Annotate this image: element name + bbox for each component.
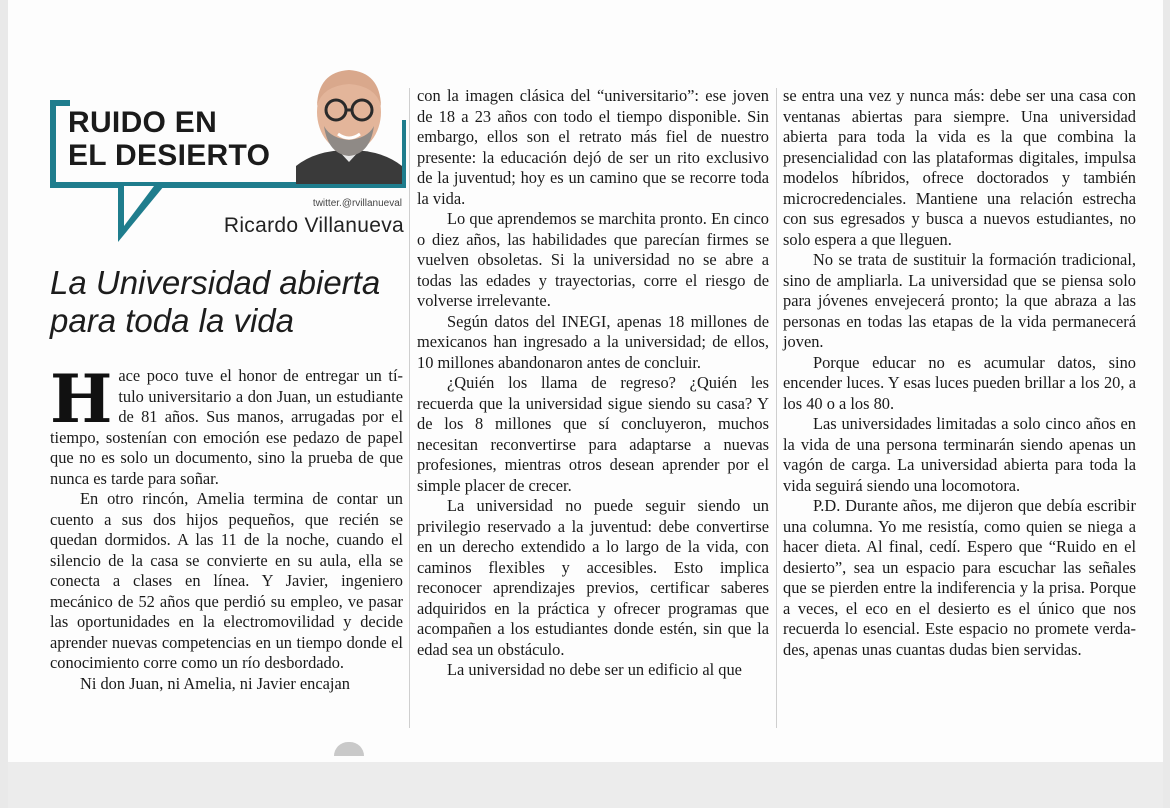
- column-title-line2: EL DESIERTO: [68, 139, 271, 172]
- author-portrait-icon: [296, 62, 402, 184]
- paragraph-3-start: Ni don Juan, ni Amelia, ni Javier encajan: [80, 673, 350, 693]
- paragraph-4: Lo que aprendemos se marchita pronto. En cinco o diez años, las habilidades que parecían firmes se vuelven obsoletas. Si la universidad no se abre a todas las edades y trayectorias, corre el riesgo de volverse irrelevante.: [417, 209, 769, 310]
- column-divider-2: [776, 88, 777, 728]
- twitter-handle: twitter.@rvillanueval: [312, 198, 402, 209]
- article-column-3: [783, 86, 1136, 660]
- article-column-2: [417, 86, 769, 681]
- column-title-line1: RUIDO EN: [68, 106, 218, 139]
- paragraph-7: La universidad no puede seguir siendo un privilegio reservado a la juventud: debe convertirse en un derecho extendido a lo largo de la vida, con caminos flexibles y accesibles. Esto implica reconocer aprendizajes previos, certificar saberes adquiridos en la práctica y ofrecer programas que acompañen a los estudiantes donde estén, sin que la edad sea un obstáculo.: [417, 496, 769, 659]
- paragraph-1-text: ace poco tuve el honor de entregar un título universitario a don Juan, un estudiante de 81 años. Sus manos, arrugadas por el tiempo, sostenían con emoción ese pedazo de papel que no es solo un documento, sino la prueba de que nunca es tarde para soñar.: [50, 366, 403, 488]
- headline-line1: La Universidad abierta: [50, 264, 381, 301]
- drop-cap: H: [50, 360, 113, 438]
- author-name: Ricardo Villanueva: [223, 214, 404, 237]
- paragraph-12: P.D. Durante años, me dijeron que debía escribir una columna. Yo me resistía, como quien se niega a hacer dieta. Al final, cedí. Espero que “Ruido en el desierto”, sea un espacio para escuchar las señales que se pierden entre la indiferencia y la prisa. Porque a veces, el eco en el desierto es el único que nos recuerda lo esencial. Este espacio no promete verdades, apenas unas cuantas dudas bien servidas.: [783, 496, 1136, 659]
- headline-line2: para toda la vida: [50, 302, 295, 339]
- paragraph-8-start: La universidad no debe ser un edificio al que: [447, 660, 742, 679]
- paragraph-2: En otro rincón, Amelia termina de contar un cuento a sus dos hijos pequeños, que recién se quedan dormidos. A las 11 de la noche, cuando el silencio de la casa se convierte en su aula, ella se conecta a clases en línea. Y Javier, ingeniero mecánico de 52 años que perdió su empleo, ve pasar las oportunidades en la electromovilidad y decide aprender nuevas competencias en un tiempo donde el conocimiento corre como un río desbordado.: [50, 489, 403, 672]
- paragraph-11: Las universidades limitadas a solo cinco años en la vida de una persona terminarán siendo apenas un vagón de carga. La universidad abierta para toda la vida seguirá siendo una locomotora.: [783, 414, 1136, 495]
- paragraph-8-end: se entra una vez y nunca más: debe ser una casa con ventanas abiertas para siempre. Una universidad abierta para toda la vida es la que combina la presencialidad con las plataformas digitales, impulsa modelos híbridos, ofrece doctorados y también microcredenciales. Mantiene una relación estrecha con sus egresados y busca a nuevos estudiantes, no solo espera a que lleguen.: [783, 86, 1136, 249]
- page-margin: [8, 762, 1163, 808]
- column-divider-1: [409, 88, 410, 728]
- paragraph-5: Según datos del INEGI, apenas 18 millones de mexicanos han ingresado a la universidad; de ellos, 10 millones abandonaron antes de concluir.: [417, 311, 769, 372]
- paragraph-9: No se trata de sustituir la formación tradicional, sino de ampliarla. La universidad que se piensa solo para jóvenes envejecerá pronto; la que abraza a las personas en todas las etapas de la vida permanecerá joven.: [783, 250, 1136, 351]
- article-headline: [50, 264, 410, 340]
- paragraph-10: Porque educar no es acumular datos, sino encender luces. Y esas luces pueden brillar a los 20, a los 40 o a los 80.: [783, 352, 1136, 413]
- speech-bubble-top: [50, 100, 70, 106]
- column-title: [68, 106, 270, 172]
- paragraph-1: [50, 360, 403, 489]
- paragraph-6: ¿Quién los llama de regreso? ¿Quién les recuerda que la universidad sigue siendo su casa? Y de los 8 millones que sí concluyeron, muchos necesitan reconvertirse para adaptarse a nuevas profesiones, mientras otros desean aprender por el simple placer de crecer.: [417, 373, 769, 495]
- article-column-1: [50, 360, 403, 694]
- paragraph-3-end: con la imagen clásica del “universitario”: ese joven de 18 a 23 años con todo el tiempo disponible. Sin embargo, ellos son el retrato más fiel de nuestro presente: la educación dejó de ser un rito exclusivo de la juventud; hoy es un camino que se recorre toda la vida.: [417, 86, 769, 208]
